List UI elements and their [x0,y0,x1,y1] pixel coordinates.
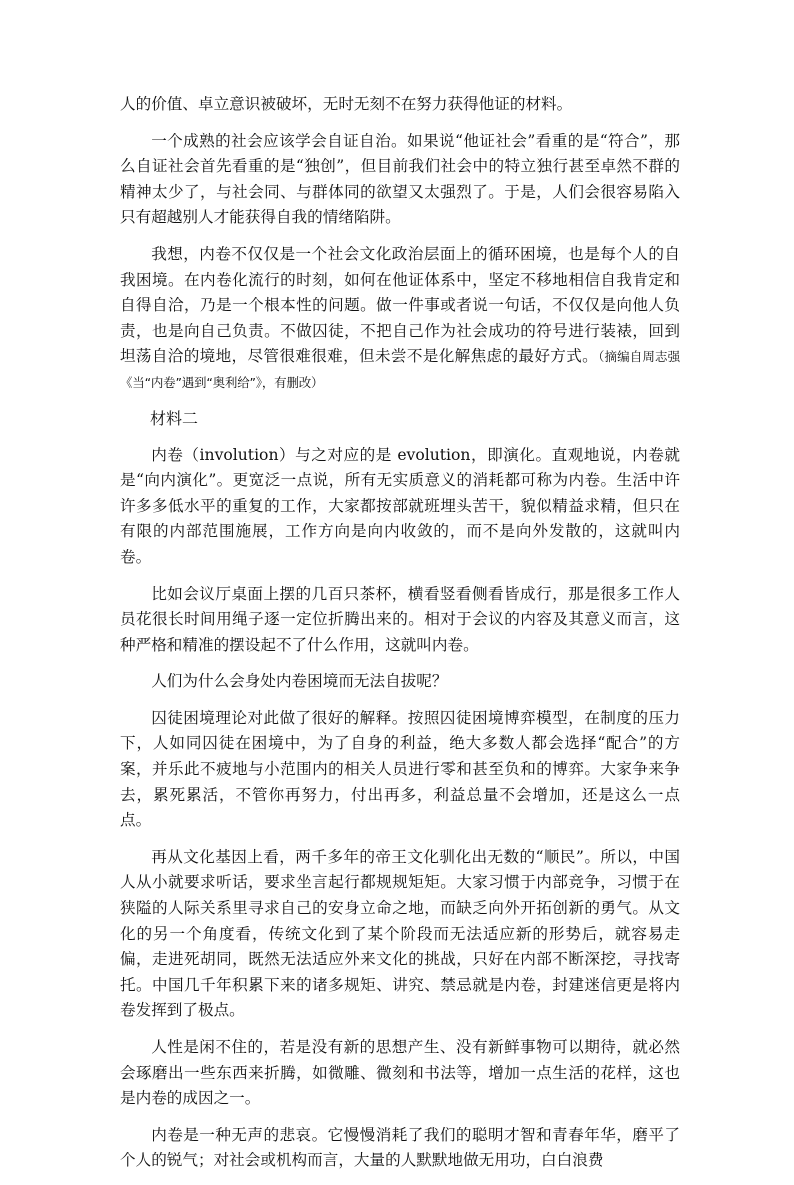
paragraph: 一个成熟的社会应该学会自证自治。如果说“他证社会”看重的是“符合”，那么自证社会首先看重的是“独创”，但目前我们社会中的特立独行甚至卓然不群的精神太少了，与社会同、与群体同的欲望又太强烈了。于是，人们会很容易陷入只有超越别人才能获得自我的情绪陷阱。 [120,131,680,227]
paragraph: 囚徒困境理论对此做了很好的解释。按照囚徒困境博弈模型，在制度的压力下，人如同囚徒在困境中，为了自身的利益，绝大多数人都会选择“配合”的方案，并乐此不疲地与小范围内的相关人员进行零和甚至负和的博弈。大家争来争去，累死累活，不管你再努力，付出再多，利益总量不会增加，还是这么一点点。 [120,708,680,830]
paragraph: 内卷是一种无声的悲哀。它慢慢消耗了我们的聪明才智和青春年华，磨平了个人的锐气；对社会或机构而言，大量的人默默地做无用功，白白浪费 [120,1125,680,1170]
paragraph-question: 人们为什么会身处内卷困境而无法自拔呢？ [151,672,448,691]
paragraph: 再从文化基因上看，两千多年的帝王文化驯化出无数的“顺民”。所以，中国人从小就要求听话，要求坐言起行都规规矩矩。大家习惯于内部竞争，习惯于在狭隘的人际关系里寻求自己的安身立命之地，而缺乏向外开拓创新的勇气。从文化的另一个角度看，传统文化到了某个阶段而无法适应新的形势后，就容易走偏，走进死胡同，既然无法适应外来文化的挑战，只好在内部不断深挖，寻找寄托。中国几千年积累下来的诸多规矩、讲究、禁忌就是内卷，封建迷信更是将内卷发挥到了极点。 [120,847,680,1020]
paragraph [120,242,680,396]
paragraph: 内卷（involution）与之对应的是 evolution，即演化。直观地说，内卷就是“向内演化”。更宽泛一点说，所有无实质意义的消耗都可称为内卷。生活中许许多多低水平的重复的工作，大家都按部就班埋头苦干，貌似精益求精，但只在有限的内部范围施展，工作方向是向内收敛的，而不是向外发散的，这就叫内卷。 [120,445,680,566]
paragraph-continued: 人的价值、卓立意识被破坏，无时无刻不在努力获得他证的材料。 [120,95,573,113]
paragraph: 比如会议厅桌面上摆的几百只茶杯，横看竖看侧看皆成行，那是很多工作人员花很长时间用绳子逐一定位折腾出来的。相对于会议的内容及其意义而言，这种严格和精准的摆设起不了什么作用，这就叫内卷。 [120,584,680,654]
section-heading: 材料二 [150,408,199,428]
paragraph-text: 我想，内卷不仅仅是一个社会文化政治层面上的循环困境，也是每个人的自我困境。在内卷化流行的时刻，如何在他证体系中，坚定不移地相信自我肯定和自得自洽，乃是一个根本性的问题。做一件事或者说一句话，不仅仅是向他人负责，也是向自己负责。不做囚徒，不把自己作为社会成功的符号进行装裱，回到坦荡自洽的境地，尽管很难很难，但未尝不是化解焦虑的最好方式。 [120,244,680,366]
source-citation: （摘编自周志强《当“内卷”遇到“奥利给”》，有删改） [120,349,680,390]
document-page [120,92,680,1185]
paragraph: 人性是闲不住的，若是没有新的思想产生、没有新鲜事物可以期待，就必然会琢磨出一些东西来折腾，如微雕、微刻和书法等，增加一点生活的花样，这也是内卷的成因之一。 [120,1038,680,1108]
